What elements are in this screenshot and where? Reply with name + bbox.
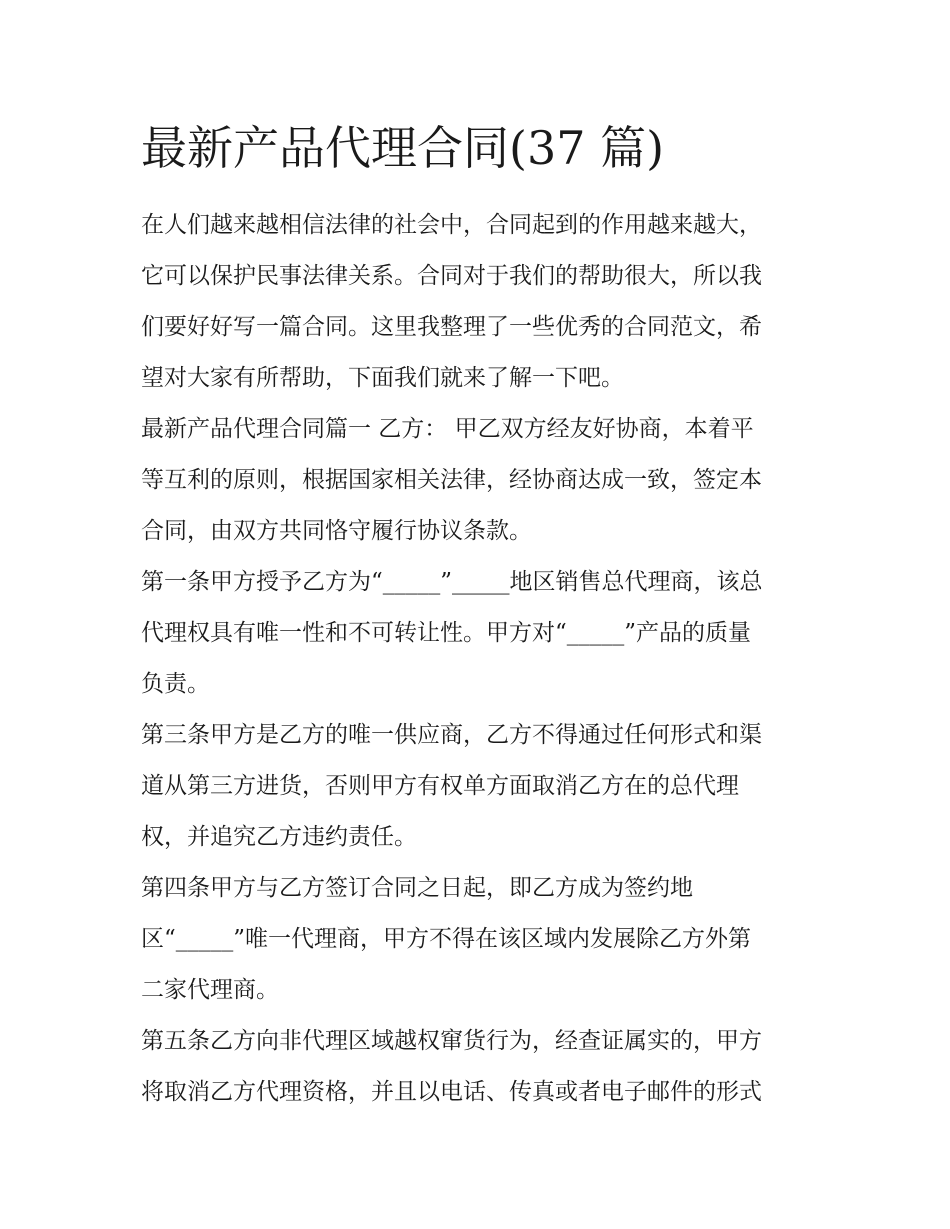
text-line: 它可以保护民事法律关系。合同对于我们的帮助很大，所以我: [141, 263, 762, 289]
text-line: 区“_____”唯一代理商，甲方不得在该区域内发展除乙方外第: [141, 926, 752, 952]
text-line: 负责。: [141, 671, 210, 697]
text-line: 权，并追究乙方违约责任。: [141, 824, 417, 850]
text-line: 在人们越来越相信法律的社会中，合同起到的作用越来越大，: [141, 212, 762, 238]
document-title: 最新产品代理合同(37 篇): [141, 121, 665, 175]
text-line: 望对大家有所帮助，下面我们就来了解一下吧。: [141, 365, 624, 391]
text-line: 们要好好写一篇合同。这里我整理了一些优秀的合同范文，希: [141, 314, 762, 340]
document-page: [141, 118, 821, 1118]
text-line: 第一条甲方授予乙方为“_____”_____地区销售总代理商，该总: [141, 569, 763, 595]
text-line: 最新产品代理合同篇一 乙方： 甲乙双方经友好协商，本着平: [141, 416, 754, 442]
text-line: 代理权具有唯一性和不可转让性。甲方对“_____”产品的质量: [141, 620, 752, 646]
text-line: 第三条甲方是乙方的唯一供应商，乙方不得通过任何形式和渠: [141, 722, 762, 748]
text-line: 将取消乙方代理资格，并且以电话、传真或者电子邮件的形式: [141, 1079, 762, 1105]
text-line: 第五条乙方向非代理区域越权窜货行为，经查证属实的，甲方: [141, 1028, 762, 1054]
text-line: 合同，由双方共同恪守履行协议条款。: [141, 518, 532, 544]
text-line: 第四条甲方与乙方签订合同之日起，即乙方成为签约地: [141, 875, 693, 901]
text-line: 等互利的原则，根据国家相关法律，经协商达成一致，签定本: [141, 467, 762, 493]
document-body: [141, 200, 821, 1118]
text-line: 二家代理商。: [141, 977, 279, 1003]
text-line: 道从第三方进货，否则甲方有权单方面取消乙方在的总代理: [141, 773, 739, 799]
